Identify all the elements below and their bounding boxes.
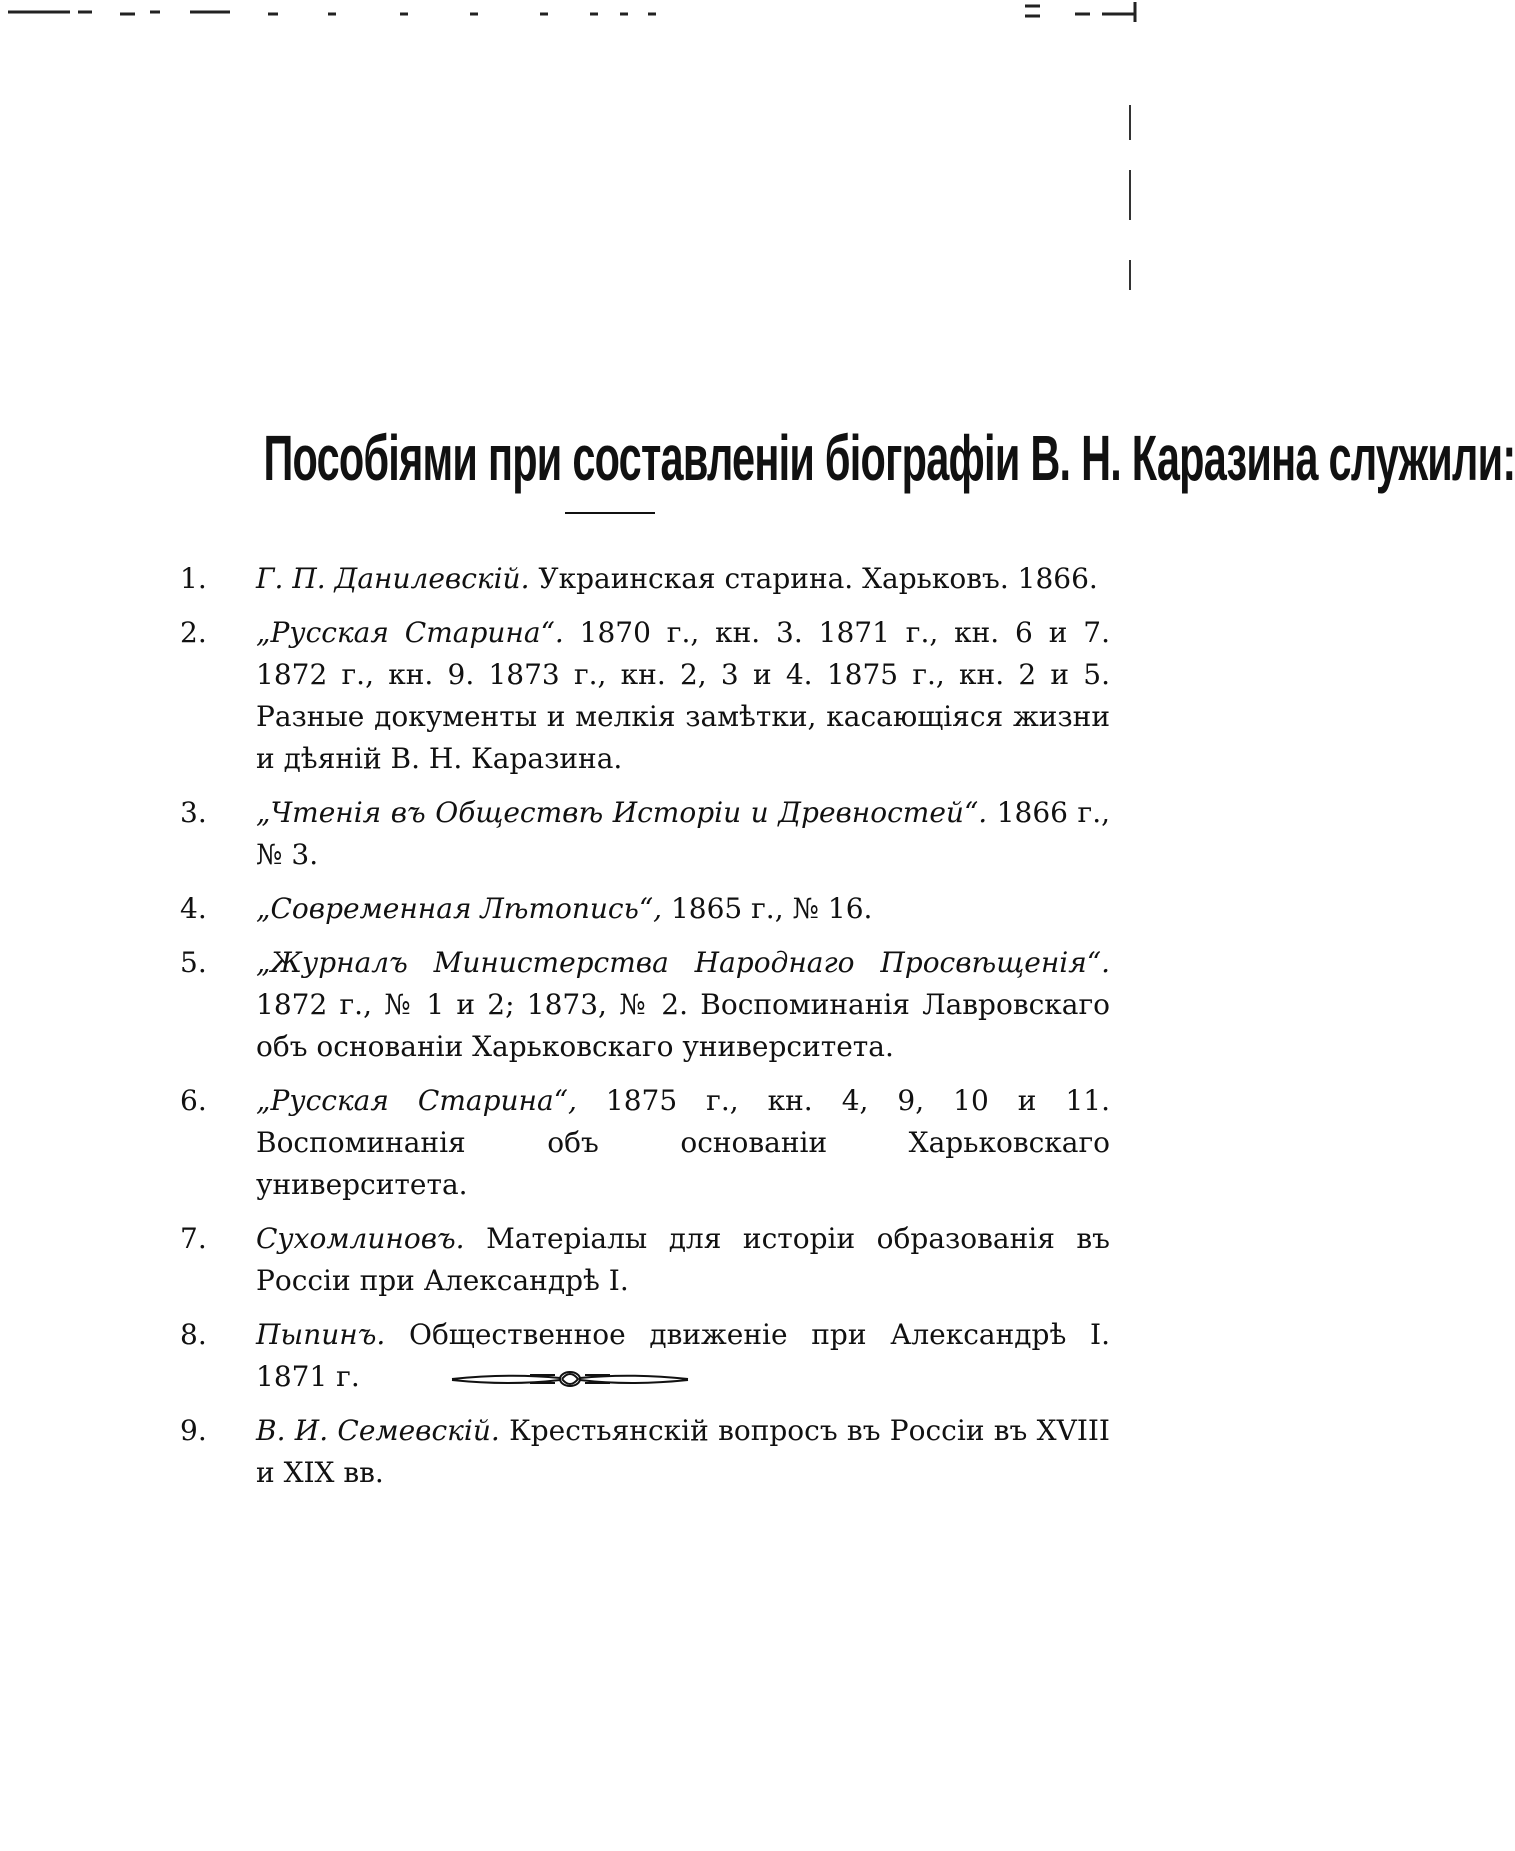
entry-author: Г. П. Данилевскій. xyxy=(256,562,530,595)
entry-author: Сухомлиновъ. xyxy=(256,1222,465,1255)
entry-author: „Русская Старина“, xyxy=(256,1084,577,1117)
entry-text: 1875 г., кн. 4, 9, 10 и 11. Воспоминанія объ основаніи Харьковскаго университета. xyxy=(256,1084,1110,1201)
entry-text: Крестьянскій вопросъ въ Россіи въ XVIII и XIX вв. xyxy=(256,1414,1110,1489)
entry-text: 1870 г., кн. 3. 1871 г., кн. 6 и 7. 1872 г., кн. 9. 1873 г., кн. 2, 3 и 4. 1875 г., кн. 2 и 5. Разные документы и мелкія замѣтки, касающіяся жизни и дѣяній В. Н. Каразина. xyxy=(256,616,1111,775)
list-item xyxy=(180,792,1110,876)
entry-author: „Современная Лѣтопись“, xyxy=(256,892,663,925)
title-rule xyxy=(565,512,655,514)
entry-number: 9. xyxy=(180,1414,207,1447)
entry-number: 8. xyxy=(180,1318,207,1351)
list-item xyxy=(180,1410,1110,1494)
entry-number: 4. xyxy=(180,892,207,925)
entry-text: Украинская старина. Харьковъ. 1866. xyxy=(529,562,1098,595)
entry-number: 5. xyxy=(180,946,207,979)
entry-number: 6. xyxy=(180,1084,207,1117)
scan-edge-marks xyxy=(0,0,1140,30)
list-item xyxy=(180,1080,1110,1206)
entry-author: „Журналъ Министерства Народнаго Просвѣщенія“. xyxy=(256,946,1110,979)
entry-number: 3. xyxy=(180,796,207,829)
page-title: Пособіями при составленіи біографіи В. Н. Каразина служили: xyxy=(263,421,1515,494)
entry-text: Общественное движеніе при Александрѣ I. 1871 г. xyxy=(256,1318,1110,1393)
list-item xyxy=(180,612,1110,780)
entry-number: 2. xyxy=(180,616,207,649)
entry-text: 1866 г., № 3. xyxy=(256,796,1111,871)
entry-author: „Чтенія въ Обществѣ Исторіи и Древностей“. xyxy=(256,796,988,829)
entry-number: 1. xyxy=(180,562,207,595)
entry-text: Матеріалы для исторіи образованія въ Россіи при Александрѣ I. xyxy=(256,1222,1110,1297)
ornament-divider-icon xyxy=(450,1365,690,1393)
list-item xyxy=(180,942,1110,1068)
entry-author: В. И. Семевскій. xyxy=(256,1414,500,1447)
list-item xyxy=(180,558,1110,600)
entry-number: 7. xyxy=(180,1222,207,1255)
entry-text: 1872 г., № 1 и 2; 1873, № 2. Воспоминанія Лавровскаго объ основаніи Харьковскаго университета. xyxy=(256,988,1110,1063)
entry-text: 1865 г., № 16. xyxy=(662,892,873,925)
list-item xyxy=(180,888,1110,930)
entry-author: „Русская Старина“. xyxy=(256,616,564,649)
list-item xyxy=(180,1218,1110,1302)
bibliography-list xyxy=(180,558,1110,1506)
entry-author: Пыпинъ. xyxy=(256,1318,386,1351)
scan-margin-mark xyxy=(1125,100,1135,300)
